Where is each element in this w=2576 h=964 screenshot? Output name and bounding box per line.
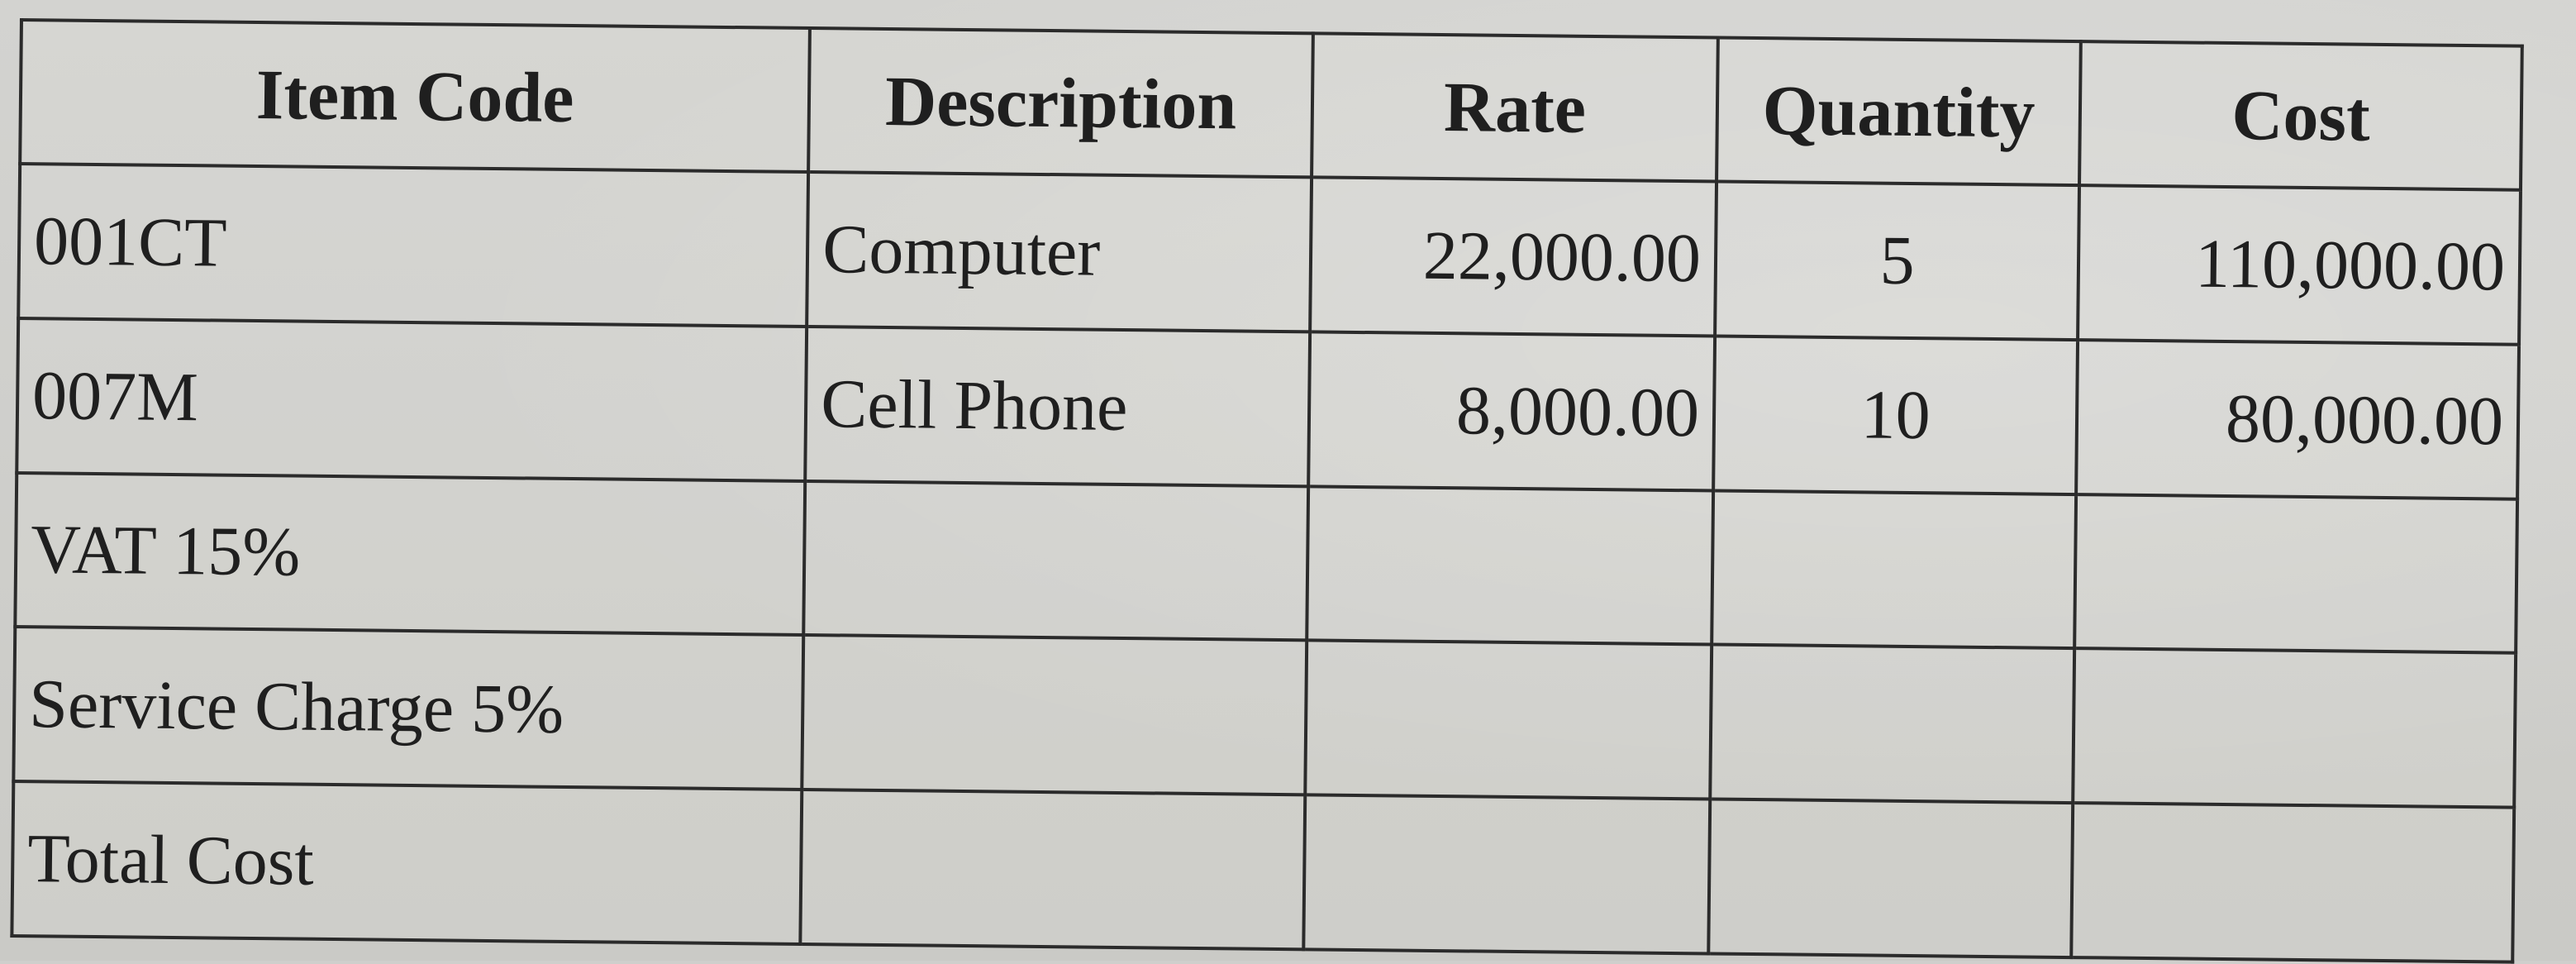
table-row bbox=[18, 164, 2521, 344]
cell-cost: 110,000.00 bbox=[2078, 185, 2521, 344]
cell-description bbox=[803, 481, 1308, 641]
header-rate: Rate bbox=[1312, 33, 1717, 181]
cell-rate: 22,000.00 bbox=[1310, 177, 1717, 336]
cell-description bbox=[802, 635, 1307, 795]
cell-quantity bbox=[1708, 799, 2073, 957]
cell-quantity bbox=[1712, 490, 2076, 648]
cell-quantity: 10 bbox=[1713, 336, 2078, 494]
header-quantity: Quantity bbox=[1717, 38, 2081, 186]
table-row-service-charge bbox=[13, 627, 2516, 807]
cell-cost: 80,000.00 bbox=[2076, 340, 2519, 499]
cell-description bbox=[801, 790, 1306, 949]
item-table-wrapper bbox=[10, 18, 2523, 964]
cell-rate bbox=[1305, 641, 1712, 799]
header-description: Description bbox=[808, 28, 1313, 177]
cell-item-code: 001CT bbox=[18, 164, 808, 327]
cell-quantity bbox=[1710, 645, 2074, 803]
cell-description: Computer bbox=[807, 172, 1312, 332]
cell-vat-label: VAT 15% bbox=[15, 473, 805, 636]
cell-cost bbox=[2072, 803, 2515, 962]
header-item-code: Item Code bbox=[20, 20, 810, 172]
table-header-row bbox=[20, 20, 2522, 190]
cell-rate bbox=[1307, 486, 1713, 645]
item-cost-table bbox=[10, 18, 2523, 964]
cell-cost bbox=[2074, 494, 2517, 653]
header-cost: Cost bbox=[2079, 41, 2521, 190]
cell-total-cost-label: Total Cost bbox=[12, 781, 802, 944]
cell-item-code: 007M bbox=[17, 318, 807, 481]
cell-rate bbox=[1304, 795, 1711, 954]
table-row-total bbox=[12, 781, 2514, 962]
table-row-vat bbox=[15, 473, 2517, 653]
cell-rate: 8,000.00 bbox=[1308, 332, 1715, 490]
table-row bbox=[17, 318, 2519, 499]
cell-description: Cell Phone bbox=[805, 327, 1310, 486]
cell-cost bbox=[2074, 648, 2516, 807]
cell-quantity: 5 bbox=[1715, 182, 2079, 340]
cell-service-charge-label: Service Charge 5% bbox=[13, 627, 803, 790]
